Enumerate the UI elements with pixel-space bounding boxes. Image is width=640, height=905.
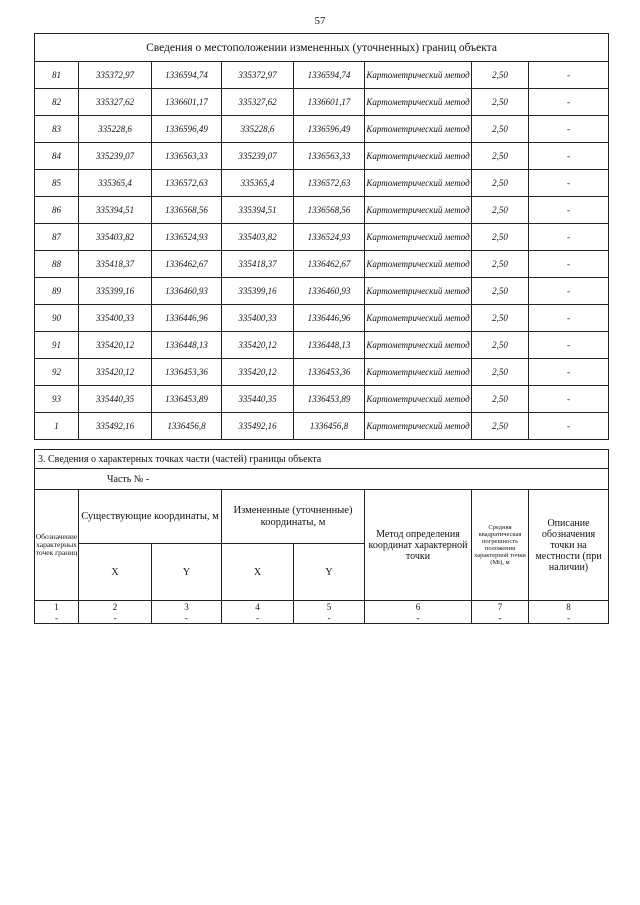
changed-x-cell: 335394,51: [222, 197, 294, 224]
existing-x-cell: 335403,82: [79, 224, 152, 251]
accuracy-cell: 2,50: [472, 116, 529, 143]
changed-x-cell: 335228,6: [222, 116, 294, 143]
description-cell: -: [529, 197, 609, 224]
method-cell: Картометрический метод: [365, 386, 472, 413]
table-row: [35, 197, 609, 224]
empty-cell: -: [79, 612, 152, 624]
column-number: 1: [35, 601, 79, 613]
table-row: [35, 305, 609, 332]
existing-x-cell: 335418,37: [79, 251, 152, 278]
method-cell: Картометрический метод: [365, 170, 472, 197]
method-cell: Картометрический метод: [365, 278, 472, 305]
method-cell: Картометрический метод: [365, 305, 472, 332]
changed-x-cell: 335239,07: [222, 143, 294, 170]
column-number: 7: [472, 601, 529, 613]
changed-y-cell: 1336453,36: [294, 359, 365, 386]
header-method: Метод определения координат характерной точки: [365, 490, 472, 601]
existing-y-cell: 1336462,67: [152, 251, 222, 278]
empty-cell: -: [35, 612, 79, 624]
changed-x-cell: 335403,82: [222, 224, 294, 251]
accuracy-cell: 2,50: [472, 170, 529, 197]
changed-x-cell: 335492,16: [222, 413, 294, 440]
existing-y-cell: 1336453,89: [152, 386, 222, 413]
part-label: Часть № -: [35, 469, 609, 490]
point-number-cell: 85: [35, 170, 79, 197]
description-cell: -: [529, 332, 609, 359]
existing-y-cell: 1336453,36: [152, 359, 222, 386]
existing-x-cell: 335420,12: [79, 359, 152, 386]
column-number: 6: [365, 601, 472, 613]
description-cell: -: [529, 89, 609, 116]
existing-x-cell: 335420,12: [79, 332, 152, 359]
empty-data-row: [35, 612, 609, 624]
part-points-table: [34, 449, 609, 624]
changed-y-cell: 1336572,63: [294, 170, 365, 197]
description-cell: -: [529, 251, 609, 278]
column-number: 5: [294, 601, 365, 613]
method-cell: Картометрический метод: [365, 251, 472, 278]
existing-y-cell: 1336596,49: [152, 116, 222, 143]
header-accuracy: Средняя квадратическая погрешность положения характерной точки (Mt), м: [472, 490, 529, 601]
changed-y-cell: 1336594,74: [294, 62, 365, 89]
existing-x-cell: 335394,51: [79, 197, 152, 224]
existing-x-cell: 335492,16: [79, 413, 152, 440]
point-number-cell: 92: [35, 359, 79, 386]
header-point-designation: Обозначение характерных точек границ: [35, 490, 79, 601]
changed-x-cell: 335400,33: [222, 305, 294, 332]
page-number: 57: [314, 15, 326, 27]
changed-y-cell: 1336563,33: [294, 143, 365, 170]
existing-x-cell: 335228,6: [79, 116, 152, 143]
table-row: [35, 89, 609, 116]
existing-x-cell: 335399,16: [79, 278, 152, 305]
table-row: [35, 359, 609, 386]
existing-y-cell: 1336594,74: [152, 62, 222, 89]
header-existing-coordinates: Существующие координаты, м: [79, 490, 222, 544]
existing-x-cell: 335372,97: [79, 62, 152, 89]
accuracy-cell: 2,50: [472, 143, 529, 170]
accuracy-cell: 2,50: [472, 278, 529, 305]
point-number-cell: 88: [35, 251, 79, 278]
point-number-cell: 90: [35, 305, 79, 332]
point-number-cell: 87: [35, 224, 79, 251]
description-cell: -: [529, 305, 609, 332]
method-cell: Картометрический метод: [365, 116, 472, 143]
accuracy-cell: 2,50: [472, 359, 529, 386]
existing-y-cell: 1336524,93: [152, 224, 222, 251]
description-cell: -: [529, 224, 609, 251]
description-cell: -: [529, 278, 609, 305]
existing-x-cell: 335239,07: [79, 143, 152, 170]
accuracy-cell: 2,50: [472, 386, 529, 413]
accuracy-cell: 2,50: [472, 305, 529, 332]
description-cell: -: [529, 143, 609, 170]
existing-y-cell: 1336601,17: [152, 89, 222, 116]
changed-x-cell: 335420,12: [222, 332, 294, 359]
point-number-cell: 86: [35, 197, 79, 224]
changed-y-cell: 1336568,56: [294, 197, 365, 224]
empty-cell: -: [294, 612, 365, 624]
description-cell: -: [529, 116, 609, 143]
description-cell: -: [529, 386, 609, 413]
changed-x-cell: 335327,62: [222, 89, 294, 116]
point-number-cell: 83: [35, 116, 79, 143]
changed-x-cell: 335399,16: [222, 278, 294, 305]
changed-y-cell: 1336460,93: [294, 278, 365, 305]
method-cell: Картометрический метод: [365, 224, 472, 251]
changed-y-cell: 1336462,67: [294, 251, 365, 278]
table-row: [35, 224, 609, 251]
existing-y-cell: 1336448,13: [152, 332, 222, 359]
accuracy-cell: 2,50: [472, 197, 529, 224]
existing-x-cell: 335365,4: [79, 170, 152, 197]
accuracy-cell: 2,50: [472, 224, 529, 251]
table-row: [35, 386, 609, 413]
existing-y-cell: 1336563,33: [152, 143, 222, 170]
table-title: Сведения о местоположении измененных (уточненных) границ объекта: [35, 34, 609, 62]
changed-boundary-coordinates-table: [34, 33, 609, 440]
header-changed-coordinates: Измененные (уточненные) координаты, м: [222, 490, 365, 544]
header-changed-x: X: [222, 544, 294, 601]
description-cell: -: [529, 170, 609, 197]
point-number-cell: 82: [35, 89, 79, 116]
accuracy-cell: 2,50: [472, 413, 529, 440]
empty-cell: -: [365, 612, 472, 624]
point-number-cell: 81: [35, 62, 79, 89]
point-number-cell: 93: [35, 386, 79, 413]
method-cell: Картометрический метод: [365, 89, 472, 116]
table-row: [35, 332, 609, 359]
changed-x-cell: 335365,4: [222, 170, 294, 197]
column-number: 4: [222, 601, 294, 613]
point-number-cell: 89: [35, 278, 79, 305]
table-row: [35, 251, 609, 278]
column-number-row: [35, 601, 609, 613]
point-number-cell: 84: [35, 143, 79, 170]
description-cell: -: [529, 62, 609, 89]
existing-y-cell: 1336572,63: [152, 170, 222, 197]
changed-y-cell: 1336524,93: [294, 224, 365, 251]
changed-x-cell: 335372,97: [222, 62, 294, 89]
point-number-cell: 91: [35, 332, 79, 359]
changed-y-cell: 1336453,89: [294, 386, 365, 413]
empty-cell: -: [529, 612, 609, 624]
table-row: [35, 278, 609, 305]
changed-y-cell: 1336601,17: [294, 89, 365, 116]
column-number: 8: [529, 601, 609, 613]
changed-y-cell: 1336446,96: [294, 305, 365, 332]
header-existing-x: X: [79, 544, 152, 601]
column-number: 3: [152, 601, 222, 613]
table-row: [35, 170, 609, 197]
method-cell: Картометрический метод: [365, 197, 472, 224]
method-cell: Картометрический метод: [365, 359, 472, 386]
existing-x-cell: 335440,35: [79, 386, 152, 413]
changed-x-cell: 335418,37: [222, 251, 294, 278]
existing-x-cell: 335327,62: [79, 89, 152, 116]
method-cell: Картометрический метод: [365, 413, 472, 440]
method-cell: Картометрический метод: [365, 62, 472, 89]
existing-y-cell: 1336460,93: [152, 278, 222, 305]
table-row: [35, 143, 609, 170]
changed-x-cell: 335440,35: [222, 386, 294, 413]
accuracy-cell: 2,50: [472, 251, 529, 278]
changed-y-cell: 1336448,13: [294, 332, 365, 359]
changed-y-cell: 1336596,49: [294, 116, 365, 143]
description-cell: -: [529, 359, 609, 386]
empty-cell: -: [472, 612, 529, 624]
changed-x-cell: 335420,12: [222, 359, 294, 386]
changed-y-cell: 1336456,8: [294, 413, 365, 440]
empty-cell: -: [152, 612, 222, 624]
header-description: Описание обозначения точки на местности (при наличии): [529, 490, 609, 601]
accuracy-cell: 2,50: [472, 62, 529, 89]
header-existing-y: Y: [152, 544, 222, 601]
method-cell: Картометрический метод: [365, 332, 472, 359]
empty-cell: -: [222, 612, 294, 624]
table-row: [35, 62, 609, 89]
column-number: 2: [79, 601, 152, 613]
existing-y-cell: 1336456,8: [152, 413, 222, 440]
method-cell: Картометрический метод: [365, 143, 472, 170]
existing-y-cell: 1336446,96: [152, 305, 222, 332]
section-title: 3. Сведения о характерных точках части (частей) границы объекта: [35, 450, 609, 469]
existing-x-cell: 335400,33: [79, 305, 152, 332]
accuracy-cell: 2,50: [472, 332, 529, 359]
point-number-cell: 1: [35, 413, 79, 440]
description-cell: -: [529, 413, 609, 440]
table-row: [35, 116, 609, 143]
accuracy-cell: 2,50: [472, 89, 529, 116]
existing-y-cell: 1336568,56: [152, 197, 222, 224]
table-row: [35, 413, 609, 440]
header-changed-y: Y: [294, 544, 365, 601]
